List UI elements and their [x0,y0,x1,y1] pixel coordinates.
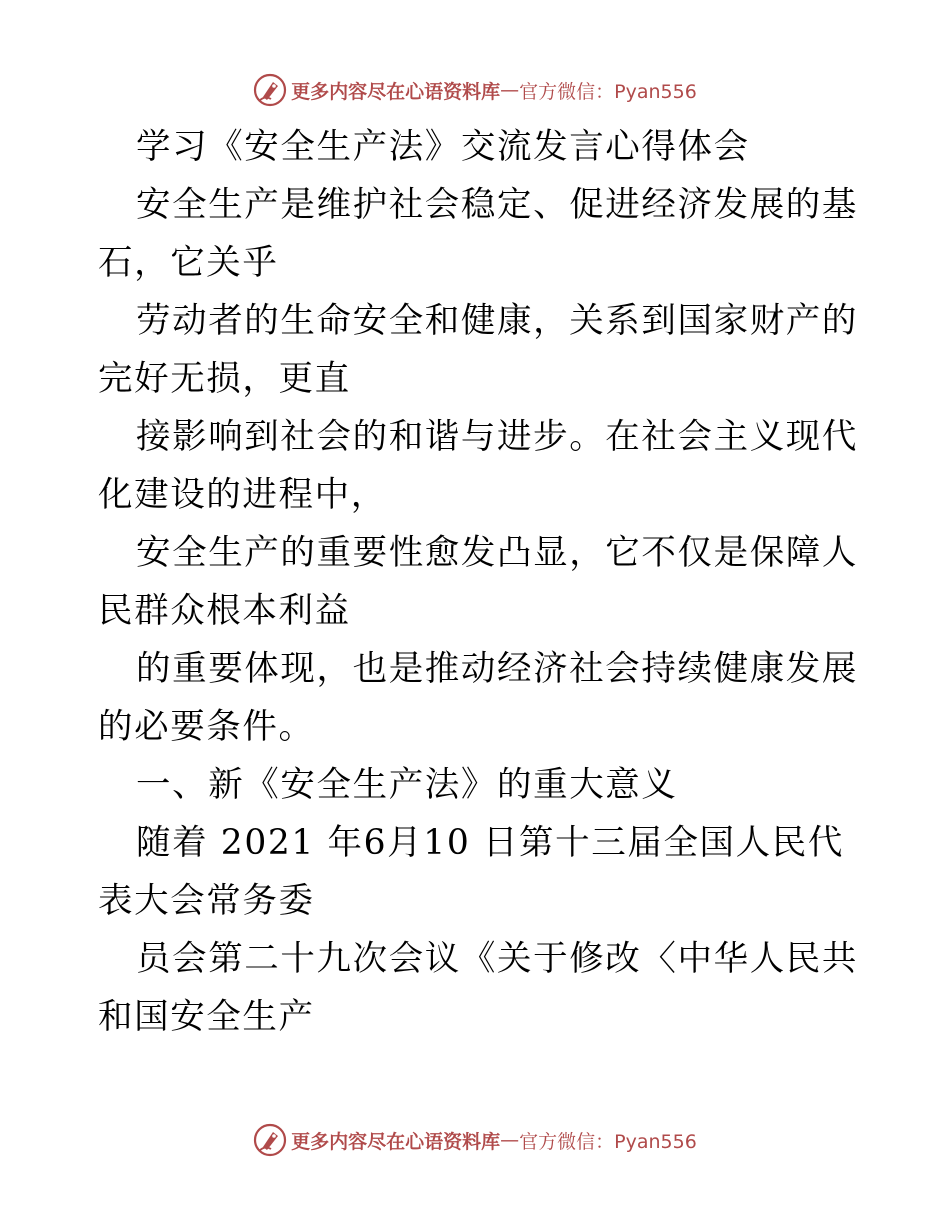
footer-watermark-banner [0,1120,950,1160]
pen-nib-logo-icon [253,73,287,107]
section-heading: 一、新《安全生产法》的重大意义 [136,765,678,805]
paragraph: 安全生产是维护社会稳定、促进经济发展的基石，它关乎 [98,185,858,283]
document-body [98,118,858,1046]
banner-sub-text: 官方微信：Pyan556 [519,80,697,103]
paragraph: 随着 2021 年6月10 日第十三届全国人民代表大会常务委 [98,823,844,921]
paragraph: 的重要体现，也是推动经济社会持续健康发展的必要条件。 [98,649,858,747]
banner-main-text: 更多内容尽在心语资料库 [291,1130,501,1153]
paragraph: 接影响到社会的和谐与进步。在社会主义现代化建设的进程中， [98,417,858,515]
banner-main-text: 更多内容尽在心语资料库 [291,80,501,103]
paragraph: 安全生产的重要性愈发凸显，它不仅是保障人民群众根本利益 [98,533,858,631]
banner-dash: — [500,1129,520,1151]
pen-nib-logo-icon [253,1123,287,1157]
paragraph: 劳动者的生命安全和健康，关系到国家财产的完好无损，更直 [98,301,858,399]
paragraph: 员会第二十九次会议《关于修改〈中华人民共和国安全生产 [98,939,858,1037]
document-title: 学习《安全生产法》交流发言心得体会 [136,127,750,167]
header-watermark-banner [0,70,950,110]
banner-dash: — [500,79,520,101]
banner-sub-text: 官方微信：Pyan556 [519,1130,697,1153]
